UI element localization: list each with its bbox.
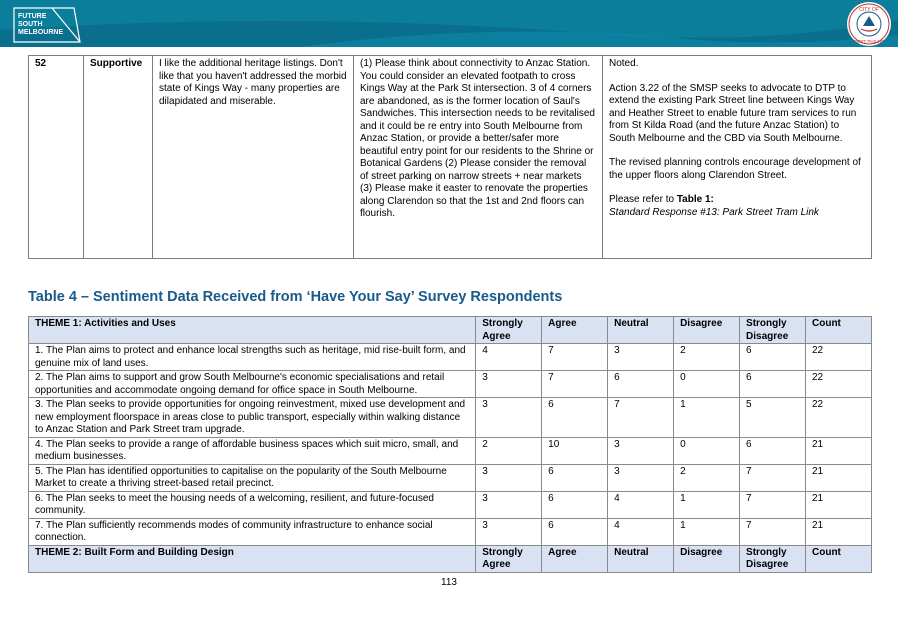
theme-1-header-row — [29, 317, 872, 344]
cell-count: 22 — [806, 344, 872, 371]
future-south-melbourne-logo — [12, 4, 82, 44]
cell-count: 21 — [806, 518, 872, 545]
cell-neutral: 7 — [608, 398, 674, 438]
cell-neutral: 4 — [608, 518, 674, 545]
svg-text:PORT PHILLIP: PORT PHILLIP — [853, 39, 885, 44]
cell-agree: 6 — [542, 491, 608, 518]
cell-agree: 7 — [542, 344, 608, 371]
table-row — [29, 371, 872, 398]
cell-disagree: 2 — [674, 464, 740, 491]
cell-agree: 6 — [542, 518, 608, 545]
cell-disagree: 1 — [674, 518, 740, 545]
submission-comment: I like the additional heritage listings. Don't like that you haven't addressed the morbid state of Kings Way - many properties are dilapidated and miserable. — [153, 56, 354, 259]
cell-disagree: 1 — [674, 398, 740, 438]
cell-neutral: 3 — [608, 344, 674, 371]
logo-line-1: FUTURE — [18, 13, 47, 20]
table-4-heading: Table 4 – Sentiment Data Received from ‘Have Your Say’ Survey Respondents — [28, 289, 563, 305]
sentiment-table — [28, 316, 872, 573]
cell-count: 21 — [806, 464, 872, 491]
cell-agree: 6 — [542, 398, 608, 438]
cell-count: 22 — [806, 371, 872, 398]
refer-text: Please refer to — [609, 194, 677, 205]
cell-strongly-disagree: 7 — [740, 491, 806, 518]
submission-table — [28, 55, 872, 259]
col-strongly-agree: Strongly Agree — [476, 545, 542, 572]
cell-neutral: 4 — [608, 491, 674, 518]
statement-text: 2. The Plan aims to support and grow South Melbourne's economic specialisations and retail opportunities and accommodate ongoing demand for office space in South Melbourne. — [29, 371, 476, 398]
city-of-port-phillip-seal — [847, 2, 891, 46]
refer-table: Table 1: — [676, 194, 714, 205]
cell-agree: 7 — [542, 371, 608, 398]
response-noted: Noted. — [609, 58, 639, 69]
col-disagree: Disagree — [674, 317, 740, 344]
cell-count: 21 — [806, 437, 872, 464]
table-row — [29, 491, 872, 518]
response-action: Action 3.22 of the SMSP seeks to advocate to DTP to extend the existing Park Street line between Kings Way and Heather Street to enable future tram services to run from St Kilda Road (and the future Anzac Station) to South Melbourne and the CBD via South Melbourne. — [609, 82, 857, 144]
col-agree: Agree — [542, 545, 608, 572]
submission-row — [29, 56, 872, 259]
col-strongly-agree: Strongly Agree — [476, 317, 542, 344]
cell-count: 22 — [806, 398, 872, 438]
submission-suggestions: (1) Please think about connectivity to Anzac Station. You could consider an elevated footpath to cross Kings Way at the Park St intersection. 3 of 4 corners are abandoned, as is the former location of Saul's Sandwiches. This intersection needs to be revitalised and it could be re entry into South Melbourne from Anzac Station, or provide a better/safer more beautiful entry point for our residents to the Shrine or Botanical Gardens (2) Please consider the removal of street parking on narrow streets + near markets (3) Please make it easter to renovate the properties along Clarendon so that the 1st and 2nd floors can flourish. — [354, 56, 603, 259]
col-disagree: Disagree — [674, 545, 740, 572]
col-strongly-disagree: Strongly Disagree — [740, 317, 806, 344]
banner-wave-graphic — [0, 0, 898, 47]
submission-number: 52 — [29, 56, 84, 259]
cell-strongly-agree: 3 — [476, 371, 542, 398]
theme-2-title: THEME 2: Built Form and Building Design — [29, 545, 476, 572]
statement-text: 6. The Plan seeks to meet the housing needs of a welcoming, resilient, and future-focused community. — [29, 491, 476, 518]
cell-strongly-disagree: 6 — [740, 344, 806, 371]
table-row — [29, 437, 872, 464]
table-row — [29, 398, 872, 438]
cell-strongly-agree: 3 — [476, 518, 542, 545]
statement-text: 7. The Plan sufficiently recommends modes of community infrastructure to enhance social connection. — [29, 518, 476, 545]
svg-text:CITY OF: CITY OF — [859, 7, 879, 13]
response-planning: The revised planning controls encourage development of the upper floors along Clarendon Street. — [609, 157, 861, 181]
table-row — [29, 344, 872, 371]
submission-response — [603, 56, 872, 259]
logo-line-2: SOUTH — [18, 21, 43, 28]
col-strongly-disagree: Strongly Disagree — [740, 545, 806, 572]
cell-neutral: 6 — [608, 371, 674, 398]
page-number: 113 — [441, 577, 457, 588]
submission-sentiment: Supportive — [84, 56, 153, 259]
theme-1-title: THEME 1: Activities and Uses — [29, 317, 476, 344]
cell-strongly-disagree: 7 — [740, 518, 806, 545]
col-count: Count — [806, 317, 872, 344]
logo-line-3: MELBOURNE — [18, 29, 64, 36]
table-row — [29, 518, 872, 545]
statement-text: 5. The Plan has identified opportunities to capitalise on the popularity of the South Melbourne Market to create a thriving street-based retail precinct. — [29, 464, 476, 491]
cell-strongly-agree: 3 — [476, 491, 542, 518]
cell-strongly-disagree: 6 — [740, 437, 806, 464]
cell-strongly-disagree: 5 — [740, 398, 806, 438]
response-refer — [609, 194, 865, 207]
cell-disagree: 1 — [674, 491, 740, 518]
cell-neutral: 3 — [608, 437, 674, 464]
theme-2-header-row — [29, 545, 872, 572]
cell-strongly-agree: 3 — [476, 398, 542, 438]
header-banner — [0, 0, 898, 47]
table-row — [29, 464, 872, 491]
statement-text: 1. The Plan aims to protect and enhance local strengths such as heritage, mid rise-built form, and genuine mix of land uses. — [29, 344, 476, 371]
cell-strongly-agree: 4 — [476, 344, 542, 371]
cell-strongly-disagree: 7 — [740, 464, 806, 491]
cell-strongly-agree: 3 — [476, 464, 542, 491]
statement-text: 3. The Plan seeks to provide opportunities for ongoing reinvestment, mixed use development and new employment floorspace in areas close to public transport, especially within walking distance to Anzac Station and Park Street tram upgrade. — [29, 398, 476, 438]
cell-agree: 6 — [542, 464, 608, 491]
refer-standard-response: Standard Response #13: Park Street Tram Link — [609, 206, 819, 218]
col-agree: Agree — [542, 317, 608, 344]
cell-agree: 10 — [542, 437, 608, 464]
cell-neutral: 3 — [608, 464, 674, 491]
statement-text: 4. The Plan seeks to provide a range of affordable business spaces which suit micro, small, and medium businesses. — [29, 437, 476, 464]
cell-disagree: 0 — [674, 437, 740, 464]
col-count: Count — [806, 545, 872, 572]
col-neutral: Neutral — [608, 545, 674, 572]
cell-disagree: 2 — [674, 344, 740, 371]
cell-count: 21 — [806, 491, 872, 518]
cell-strongly-disagree: 6 — [740, 371, 806, 398]
cell-strongly-agree: 2 — [476, 437, 542, 464]
col-neutral: Neutral — [608, 317, 674, 344]
cell-disagree: 0 — [674, 371, 740, 398]
